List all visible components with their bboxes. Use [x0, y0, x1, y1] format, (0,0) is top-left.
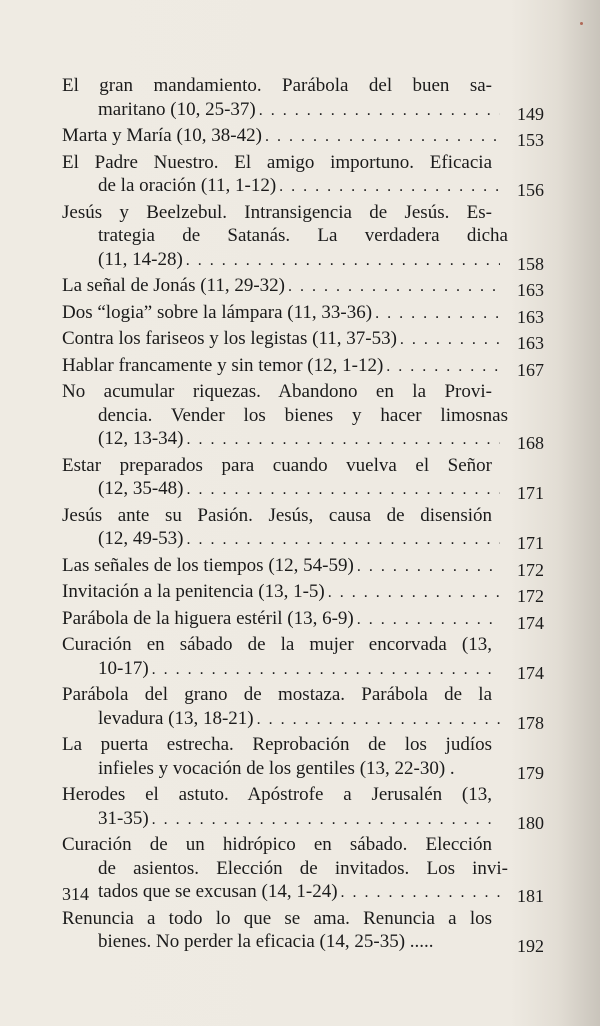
toc-entry-line [62, 404, 544, 428]
toc-page-number: 179 [517, 762, 544, 783]
toc-entry-line [62, 733, 544, 757]
dot-leaders [357, 608, 500, 632]
toc-entry-line [62, 174, 544, 199]
toc-page-number: 156 [517, 180, 544, 200]
toc-entry [62, 124, 544, 149]
toc-entry-text: infieles y vocación de los gentiles (13, 22-30) . [98, 757, 455, 779]
toc-entry-text: Parábola de la higuera estéril (13, 6-9) [62, 607, 354, 629]
dot-leaders [341, 881, 500, 905]
toc-page-number: 153 [517, 130, 544, 150]
toc-entry-text: Herodes el astuto. Apóstrofe a Jerusalén (13, [62, 784, 492, 805]
toc-entry [62, 633, 544, 681]
toc-entry-line [62, 74, 544, 98]
toc-entry-text: trategia de Satanás. La verdadera dicha [98, 225, 508, 246]
toc-entry-text: Contra los fariseos y los legistas (11, 37-53) [62, 328, 397, 349]
toc-entry [62, 380, 544, 452]
toc-page-number: 181 [517, 886, 544, 906]
dot-leaders [386, 355, 500, 379]
toc-entry-line [62, 354, 544, 379]
toc-entry [62, 504, 544, 552]
dot-leaders [186, 478, 500, 502]
toc-entry-text: El gran mandamiento. Parábola del buen sa- [62, 75, 492, 96]
toc-entry-text: Jesús ante su Pasión. Jesús, causa de disensión [62, 504, 492, 526]
toc-entry-text: Invitación a la penitencia (13, 1-5) [62, 581, 325, 602]
dot-leaders [257, 708, 500, 732]
toc-entry-line [62, 554, 544, 579]
toc-entry-line [62, 880, 544, 905]
toc-entry [62, 74, 544, 122]
toc-entry-line [62, 380, 544, 404]
toc-entry [62, 607, 544, 632]
toc-entry-text: Parábola del grano de mostaza. Parábola de la [62, 684, 492, 705]
toc-entry [62, 683, 544, 731]
toc-entry-text: No acumular riquezas. Abandono en la Provi- [62, 381, 492, 402]
toc-entry-line [62, 301, 544, 326]
toc-entry-text: 10-17) [98, 657, 149, 679]
toc-entry-text: (11, 14-28) [98, 248, 183, 270]
dot-leaders [186, 428, 500, 452]
toc-entry-text: Estar preparados para cuando vuelva el Señor [62, 454, 492, 476]
table-of-contents [62, 74, 544, 957]
toc-entry-line [62, 427, 544, 452]
dot-leaders [186, 249, 500, 273]
toc-entry-text: Curación de un hidrópico en sábado. Elección [62, 834, 492, 855]
toc-entry-line [62, 707, 544, 732]
toc-page-number: 163 [517, 333, 544, 353]
toc-page-number: 149 [517, 103, 544, 124]
toc-entry-text: 31-35) [98, 807, 149, 829]
toc-entry-line [62, 930, 544, 955]
toc-entry [62, 301, 544, 326]
toc-page-number: 163 [517, 306, 544, 327]
dot-leaders [375, 302, 500, 326]
toc-entry-line [62, 807, 544, 832]
dot-leaders [357, 555, 500, 579]
dot-leaders [400, 328, 500, 352]
toc-entry-text: de asientos. Elección de invitados. Los invi- [98, 857, 508, 879]
toc-entry-text: levadura (13, 18-21) [98, 707, 254, 729]
toc-page-number: 192 [517, 936, 544, 956]
toc-entry-line [62, 151, 544, 175]
toc-entry-line [62, 477, 544, 502]
toc-entry-line [62, 224, 544, 248]
toc-page-number: 172 [517, 586, 544, 606]
toc-entry-text: El Padre Nuestro. El amigo importuno. Eficacia [62, 151, 492, 173]
toc-entry-text: dencia. Vender los bienes y hacer limosnas [98, 404, 508, 426]
dot-leaders [152, 658, 500, 682]
toc-entry-text: Renuncia a todo lo que se ama. Renuncia a los [62, 907, 492, 929]
dot-leaders [288, 275, 500, 299]
toc-entry [62, 907, 544, 955]
toc-page-number: 158 [517, 253, 544, 274]
toc-page-number: 178 [517, 712, 544, 733]
toc-entry [62, 454, 544, 502]
page-number: 314 [62, 884, 89, 904]
toc-page-number: 171 [517, 483, 544, 503]
toc-entry-line [62, 833, 544, 857]
toc-entry-line [62, 124, 544, 149]
toc-entry-text: Dos “logia” sobre la lámpara (11, 33-36) [62, 301, 373, 323]
toc-entry-text: de la oración (11, 1-12) [98, 175, 277, 196]
dot-leaders [186, 528, 500, 552]
toc-page-number: 174 [517, 662, 544, 683]
toc-entry-line [62, 683, 544, 707]
ink-mark [580, 22, 583, 25]
toc-entry [62, 151, 544, 199]
toc-entry [62, 201, 544, 273]
toc-page-number: 180 [517, 812, 544, 833]
toc-page-number: 163 [517, 280, 544, 300]
dot-leaders [265, 125, 500, 149]
toc-entry-line [62, 527, 544, 552]
toc-entry-line [62, 757, 544, 782]
toc-entry-line [62, 201, 544, 225]
toc-entry-text: (12, 13-34) [98, 428, 184, 449]
toc-entry-line [62, 504, 544, 528]
toc-entry-text: Hablar francamente y sin temor (12, 1-12) [62, 354, 384, 376]
toc-entry-text: tados que se excusan (14, 1-24) [98, 881, 338, 902]
toc-entry-text: Curación en sábado de la mujer encorvada (13, [62, 634, 492, 655]
toc-entry-text: Marta y María (10, 38-42) [62, 125, 262, 146]
toc-entry-line [62, 633, 544, 657]
dot-leaders [152, 808, 500, 832]
toc-entry-line [62, 907, 544, 931]
toc-entry-line [62, 580, 544, 605]
toc-entry [62, 274, 544, 299]
toc-page-number: 174 [517, 612, 544, 633]
toc-entry [62, 327, 544, 352]
toc-entry-line [62, 327, 544, 352]
toc-entry-text: Las señales de los tiempos (12, 54-59) [62, 554, 354, 576]
dot-leaders [259, 99, 500, 123]
toc-entry [62, 783, 544, 831]
toc-entry-text: Jesús y Beelzebul. Intransigencia de Jesús. Es- [62, 201, 492, 223]
toc-page-number: 171 [517, 533, 544, 553]
dot-leaders [279, 175, 500, 199]
toc-entry-text: (12, 49-53) [98, 528, 184, 549]
toc-page-number: 167 [517, 359, 544, 380]
toc-entry-line [62, 248, 544, 273]
toc-entry-text: maritano (10, 25-37) [98, 98, 256, 120]
toc-entry-line [62, 607, 544, 632]
toc-entry-text: La puerta estrecha. Reprobación de los judíos [62, 734, 492, 755]
dot-leaders [328, 581, 500, 605]
toc-entry [62, 554, 544, 579]
toc-entry-line [62, 274, 544, 299]
toc-entry-text: (12, 35-48) [98, 478, 184, 499]
toc-entry-text: La señal de Jonás (11, 29-32) [62, 275, 286, 296]
toc-entry-line [62, 857, 544, 881]
toc-entry-line [62, 98, 544, 123]
toc-page-number: 172 [517, 559, 544, 580]
toc-entry-line [62, 454, 544, 478]
toc-entry [62, 733, 544, 781]
toc-entry [62, 833, 544, 905]
toc-entry [62, 580, 544, 605]
toc-entry-line [62, 783, 544, 807]
toc-entry-line [62, 657, 544, 682]
toc-entry [62, 354, 544, 379]
toc-page-number: 168 [517, 433, 544, 453]
toc-entry-text: bienes. No perder la eficacia (14, 25-35) ..... [98, 931, 434, 952]
